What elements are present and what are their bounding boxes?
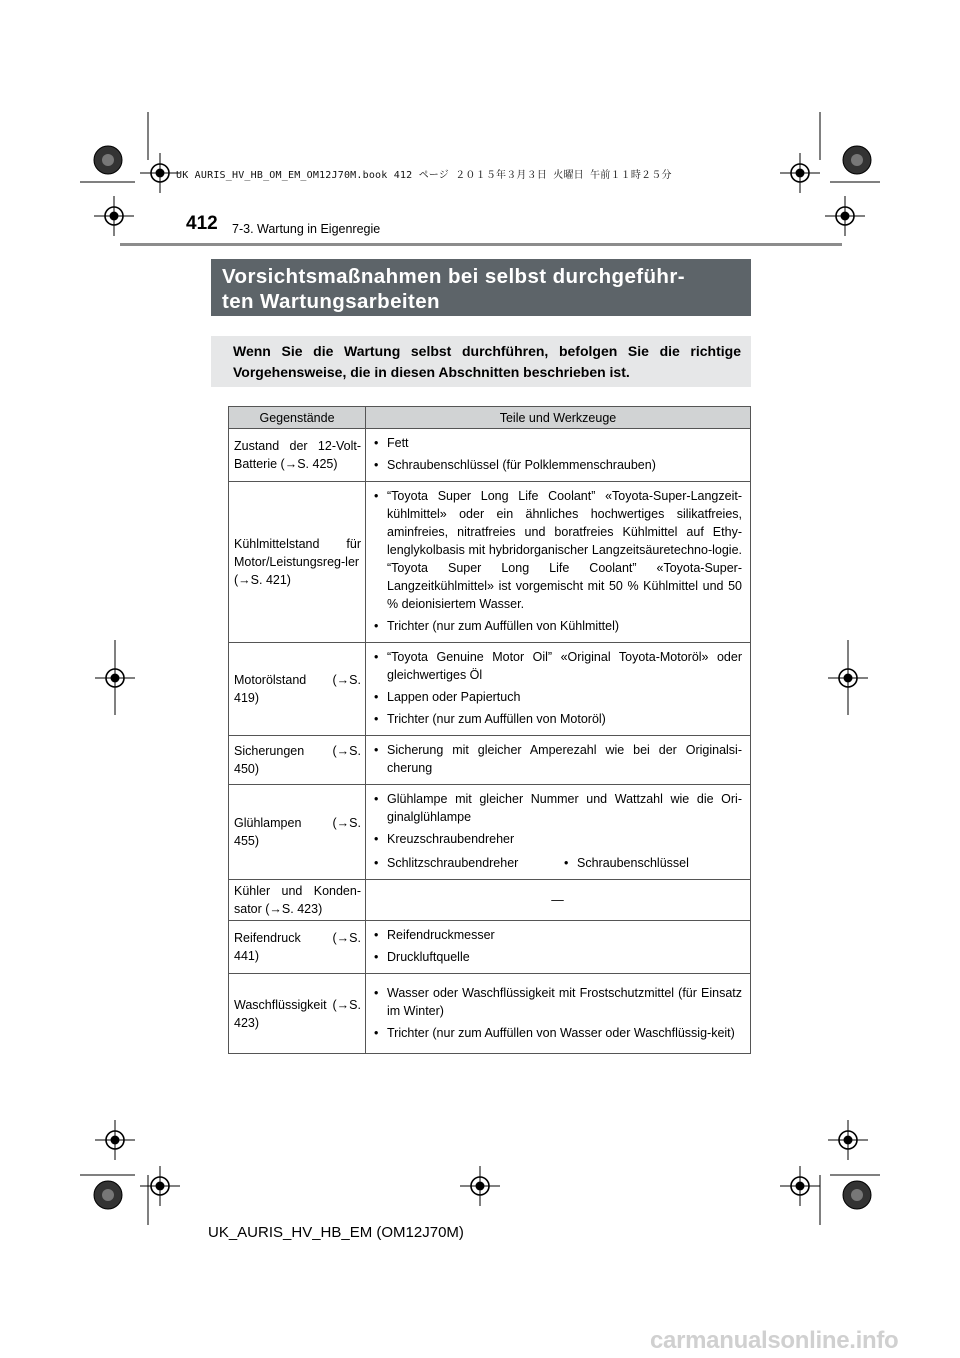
header-rule — [120, 243, 842, 246]
tools-cell — [366, 921, 751, 974]
item-cell: Glühlampen (→S. 455) — [229, 785, 366, 880]
item-cell: Waschflüssigkeit (→S. 423) — [229, 974, 366, 1054]
table-row — [229, 429, 751, 482]
item-cell: Kühler und Konden-sator (→S. 423) — [229, 880, 366, 921]
item-cell: Sicherungen (→S. 450) — [229, 736, 366, 785]
list-item: • “Toyota Genuine Motor Oil” «Original Toyota-Motoröl» oder gleichwertiges Öl — [373, 648, 742, 684]
tools-cell — [366, 974, 751, 1054]
item-cell: Reifendruck (→S. 441) — [229, 921, 366, 974]
parts-table — [228, 406, 751, 1054]
list-item: • Schraubenschlüssel (für Polklemmenschrauben) — [373, 456, 742, 474]
page-title — [211, 259, 751, 316]
tools-cell — [366, 643, 751, 736]
list-item: • Fett — [373, 434, 742, 452]
tools-cell — [366, 736, 751, 785]
list-item: • Lappen oder Papiertuch — [373, 688, 742, 706]
list-item: • Druckluftquelle — [373, 948, 742, 966]
list-item: • Kreuzschraubendreher — [373, 830, 742, 848]
watermark: carmanualsonline.info — [650, 1327, 899, 1354]
list-item: • “Toyota Super Long Life Coolant” «Toyota-Super-Langzeit-kühlmittel» oder ein ähnliches hochwertiges silikatfreies, aminfreies, nitratfreies und boratfreies Kühlmittel auf Ethy-lenglykolbasis mit hybridorganischer Langzeitsäuretechno-logie. “Toyota Super Long Life Coolant” «Toyota-Super-Langzeitkühlmittel» ist vorgemischt mit 50 % Kühlmittel und 50 % deionisiertem Wasser. — [373, 487, 742, 613]
title-line-2: ten Wartungsarbeiten — [222, 290, 440, 313]
section-label: 7-3. Wartung in Eigenregie — [232, 222, 381, 236]
list-item: • Sicherung mit gleicher Amperezahl wie bei der Originalsi-cherung — [373, 741, 742, 777]
tools-cell — [366, 429, 751, 482]
intro-box — [211, 336, 751, 387]
table-row — [229, 482, 751, 643]
title-line-1: Vorsichtsmaßnahmen bei selbst durchgeführ- — [222, 265, 685, 288]
table-row — [229, 785, 751, 880]
column-header: Gegenstände — [229, 407, 366, 429]
footer-model-code: UK_AURIS_HV_HB_EM (OM12J70M) — [208, 1224, 464, 1241]
list-item: • Trichter (nur zum Auffüllen von Kühlmittel) — [373, 617, 742, 635]
list-item: • Schraubenschlüssel — [563, 854, 689, 872]
table-header-row — [229, 407, 751, 429]
table-row — [229, 921, 751, 974]
table-row — [229, 880, 751, 921]
list-item: • Glühlampe mit gleicher Nummer und Wattzahl wie die Ori-ginalglühlampe — [373, 790, 742, 826]
item-cell: Zustand der 12-Volt-Batterie (→S. 425) — [229, 429, 366, 482]
tools-cell: — — [366, 880, 751, 921]
page-number: 412 — [186, 213, 218, 234]
list-item: • Trichter (nur zum Auffüllen von Wasser oder Waschflüssig-keit) — [373, 1024, 742, 1042]
list-item: • Reifendruckmesser — [373, 926, 742, 944]
list-item: • Wasser oder Waschflüssigkeit mit Frostschutzmittel (für Einsatz im Winter) — [373, 984, 742, 1020]
list-item: • Trichter (nur zum Auffüllen von Motoröl) — [373, 710, 742, 728]
column-header: Teile und Werkzeuge — [366, 407, 751, 429]
tools-cell — [366, 785, 751, 880]
book-header: UK AURIS_HV_HB_OM_EM_OM12J70M.book 412 ページ ２０１５年３月３日 火曜日 午前１１時２５分 — [176, 170, 672, 181]
tools-cell — [366, 482, 751, 643]
list-item: • Schlitzschraubendreher — [373, 854, 563, 872]
item-cell: Motorölstand (→S. 419) — [229, 643, 366, 736]
table-row — [229, 736, 751, 785]
table-row — [229, 974, 751, 1054]
item-cell: Kühlmittelstand für Motor/Leistungsreg-ler (→S. 421) — [229, 482, 366, 643]
intro-text: Wenn Sie die Wartung selbst durchführen, befolgen Sie die richtige Vorgehensweise, die in diesen Abschnitten beschrieben ist. — [233, 343, 741, 380]
table-row — [229, 643, 751, 736]
